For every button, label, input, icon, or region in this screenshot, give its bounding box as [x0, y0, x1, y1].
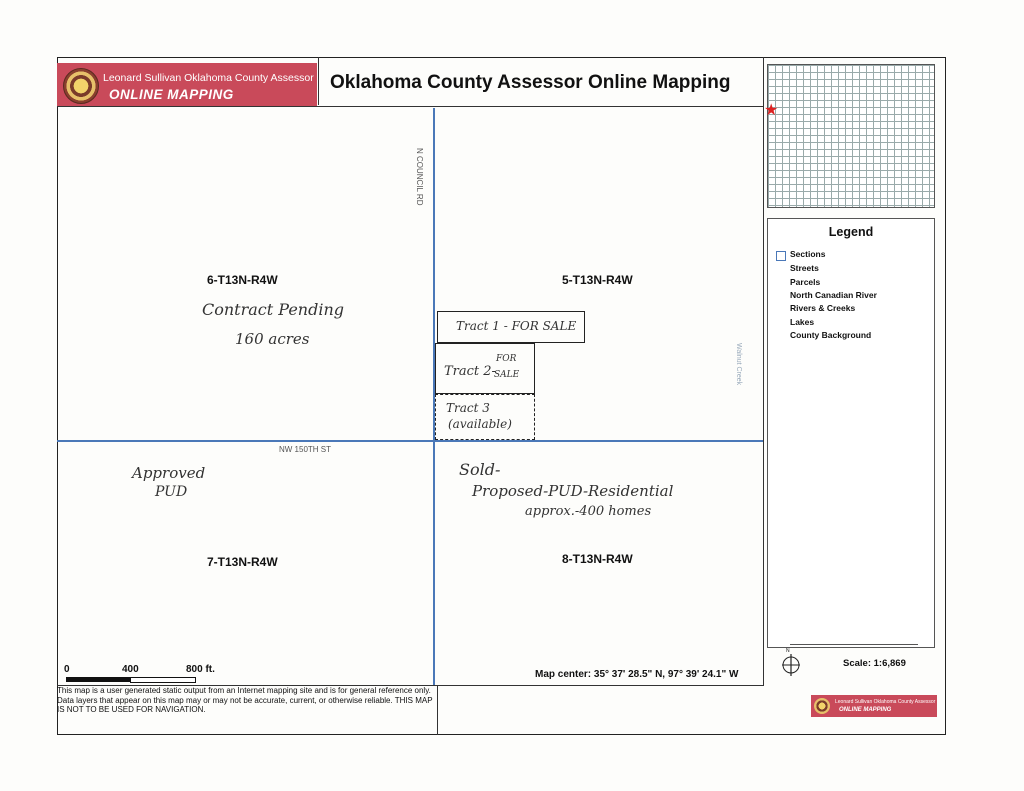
- note-proposed-pud: Proposed-PUD-Residential: [472, 482, 674, 500]
- location-star-icon: ★: [764, 102, 779, 119]
- header-rule: [57, 106, 764, 107]
- legend-title: Legend: [828, 225, 874, 239]
- section-label-nw: 6-T13N-R4W: [207, 273, 278, 287]
- tract-3[interactable]: [435, 394, 535, 440]
- scale-bar: [66, 677, 194, 682]
- tract-2-sale: SALE: [494, 370, 520, 380]
- note-approved: Approved: [132, 464, 206, 482]
- note-160-acres: 160 acres: [235, 330, 310, 348]
- road-nw-150th: [57, 440, 763, 442]
- legend-item-county: County Background: [790, 330, 872, 340]
- legend-item-streets: Streets: [790, 263, 819, 273]
- section-label-sw: 7-T13N-R4W: [207, 555, 278, 569]
- tract-2[interactable]: [435, 343, 535, 394]
- note-400-homes: approx.-400 homes: [525, 504, 652, 519]
- note-pud: PUD: [155, 484, 188, 500]
- tract-3-label: Tract 3: [446, 401, 490, 415]
- banner-line2: ONLINE MAPPING: [109, 87, 234, 102]
- footer-logo-line2: ONLINE MAPPING: [839, 707, 892, 713]
- section-label-ne: 5-T13N-R4W: [562, 273, 633, 287]
- sections-swatch-icon: [776, 251, 786, 261]
- legend-rule: [790, 644, 918, 645]
- scale-bar-light: [130, 677, 196, 683]
- map-center: Map center: 35° 37' 28.5" N, 97° 39' 24.1" W: [535, 669, 739, 680]
- road-label-council: N COUNCIL RD: [415, 148, 424, 206]
- tract-1-label: Tract 1 - FOR SALE: [456, 319, 577, 333]
- scale-tick-400: 400: [122, 664, 139, 675]
- map-right-border: [763, 57, 764, 685]
- header-divider: [318, 57, 319, 105]
- north-label: N: [786, 648, 790, 654]
- tract-2-label: Tract 2-: [444, 364, 496, 379]
- note-contract-pending: Contract Pending: [202, 300, 344, 319]
- footer-logo-line1: Leonard Sullivan Oklahoma County Assessor: [835, 699, 936, 705]
- tract-2-for: FOR: [496, 354, 517, 364]
- footer-seal-icon: [814, 698, 830, 714]
- map-canvas[interactable]: [57, 108, 763, 685]
- county-seal-icon: [63, 68, 99, 104]
- scale-tick-800: 800 ft.: [186, 664, 215, 675]
- road-label-150th: NW 150TH ST: [279, 445, 332, 454]
- legend-panel: [767, 218, 935, 648]
- creek-label: Walnut Creek: [735, 343, 742, 386]
- tract-1[interactable]: [437, 311, 585, 343]
- footer-logo: [811, 695, 937, 717]
- legend-item-river: North Canadian River: [790, 290, 877, 300]
- overview-minimap[interactable]: [767, 64, 935, 208]
- north-arrow-icon: [781, 652, 801, 672]
- disclaimer-text: This map is a user generated static output from an Internet mapping site and is for general reference only. Data layers that appear on this map may or may not be accurate, current, or otherwise reliable. THIS MAP IS NOT TO BE USED FOR NAVIGATION.: [57, 686, 433, 714]
- page-title: Oklahoma County Assessor Online Mapping: [330, 72, 731, 93]
- banner-line1: Leonard Sullivan Oklahoma County Assessor: [103, 72, 314, 84]
- legend-item-creeks: Rivers & Creeks: [790, 303, 856, 313]
- legend-item-lakes: Lakes: [790, 317, 815, 327]
- scale-bar-dark: [66, 677, 130, 682]
- scale-tick-0: 0: [64, 664, 70, 675]
- section-label-se: 8-T13N-R4W: [562, 552, 633, 566]
- map-scale-ratio: Scale: 1:6,869: [843, 658, 906, 669]
- legend-item-parcels: Parcels: [790, 277, 821, 287]
- legend-item-sections: Sections: [790, 249, 826, 259]
- assessor-banner: [57, 63, 317, 107]
- footer-divider: [437, 686, 438, 735]
- note-sold: Sold-: [459, 460, 501, 479]
- tract-3-available: (available): [448, 417, 512, 431]
